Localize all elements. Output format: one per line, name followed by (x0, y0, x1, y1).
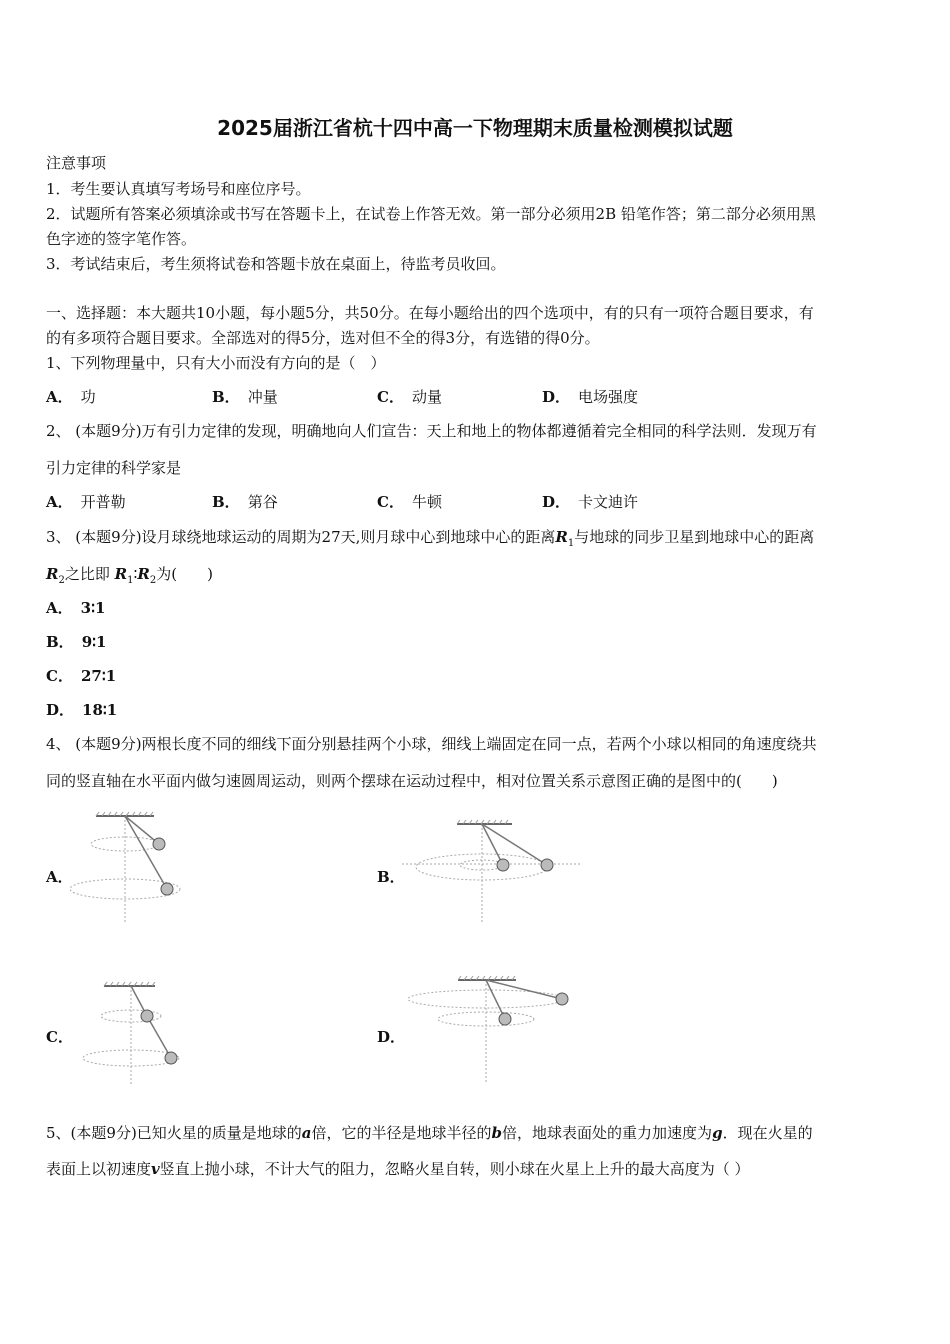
q2-option-a[interactable]: A． 开普勒 (46, 493, 126, 511)
q4-figure-d[interactable] (404, 972, 584, 1084)
q4-figure-a[interactable] (70, 808, 200, 923)
question-3-stem: 3、 (本题9分)设月球绕地球运动的周期为27天,则月球中心到地球中心的距离$R_1$与地球的同步卫星到地球中心的距离 (46, 528, 815, 549)
q1-option-a[interactable]: A． 功 (46, 388, 96, 406)
notice-item: 2．试题所有答案必须填涂或书写在答题卡上，在试卷上作答无效。第一部分必须用2B 铅笔作答；第二部分必须用黑 (46, 205, 816, 223)
question-1-stem: 1、下列物理量中，只有大小而没有方向的是（ ） (46, 354, 386, 372)
question-2-stem: 2、 (本题9分)万有引力定律的发现，明确地向人们宣告：天上和地上的物体都遵循着完全相同的科学法则．发现万有 (46, 422, 817, 440)
q3-option-b[interactable]: B． 9∶1 (46, 633, 107, 651)
q4-figure-d-label[interactable]: D． (377, 1028, 406, 1046)
page-title: 2025届浙江省杭十四中高一下物理期末质量检测模拟试题 (217, 116, 733, 140)
q4-figure-c-label[interactable]: C． (46, 1028, 73, 1046)
question-5-stem: 表面上以初速度v竖直上抛小球，不计大气的阻力，忽略火星自转，则小球在火星上上升的最大高度为（ ） (46, 1160, 750, 1178)
q3-option-a[interactable]: A． 3∶1 (46, 599, 106, 617)
q1-option-c[interactable]: C． 动量 (377, 388, 442, 406)
q4-figure-b[interactable] (402, 816, 580, 924)
q4-figure-b-label[interactable]: B． (377, 868, 405, 886)
question-5-stem: 5、(本题9分)已知火星的质量是地球的a倍，它的半径是地球半径的b倍，地球表面处的重力加速度为g．现在火星的 (46, 1124, 813, 1142)
notice-item: 1．考生要认真填写考场号和座位序号。 (46, 180, 311, 198)
notice-item: 色字迹的签字笔作答。 (46, 230, 197, 248)
q4-figure-a-label[interactable]: A． (46, 868, 73, 886)
q4-figure-c[interactable] (77, 980, 192, 1085)
question-4-stem: 同的竖直轴在水平面内做匀速圆周运动，则两个摆球在运动过程中，相对位置关系示意图正确的是图中的( ) (46, 772, 778, 790)
q3-option-c[interactable]: C． 27∶1 (46, 667, 117, 685)
q1-option-b[interactable]: B． 冲量 (212, 388, 278, 406)
question-4-stem: 4、 (本题9分)两根长度不同的细线下面分别悬挂两个小球，细线上端固定在同一点，若两个小球以相同的角速度绕共 (46, 735, 817, 753)
q3-option-d[interactable]: D． 18∶1 (46, 701, 118, 719)
notice-item: 3．考试结束后，考生须将试卷和答题卡放在桌面上，待监考员收回。 (46, 255, 506, 273)
q1-option-d[interactable]: D． 电场强度 (542, 388, 639, 406)
question-3-stem: $R_2$之比即 $R_1∶R_2$为( ) (46, 565, 213, 586)
q2-option-c[interactable]: C． 牛顿 (377, 493, 442, 511)
q2-option-b[interactable]: B． 第谷 (212, 493, 278, 511)
question-2-stem: 引力定律的科学家是 (46, 459, 182, 477)
section-instruction: 的有多项符合题目要求。全部选对的得5分，选对但不全的得3分，有选错的得0分。 (46, 329, 600, 347)
section-instruction: 一、选择题：本大题共10小题，每小题5分，共50分。在每小题给出的四个选项中，有的只有一项符合题目要求，有 (46, 304, 814, 322)
q2-option-d[interactable]: D． 卡文迪许 (542, 493, 639, 511)
notice-heading: 注意事项 (46, 154, 107, 172)
